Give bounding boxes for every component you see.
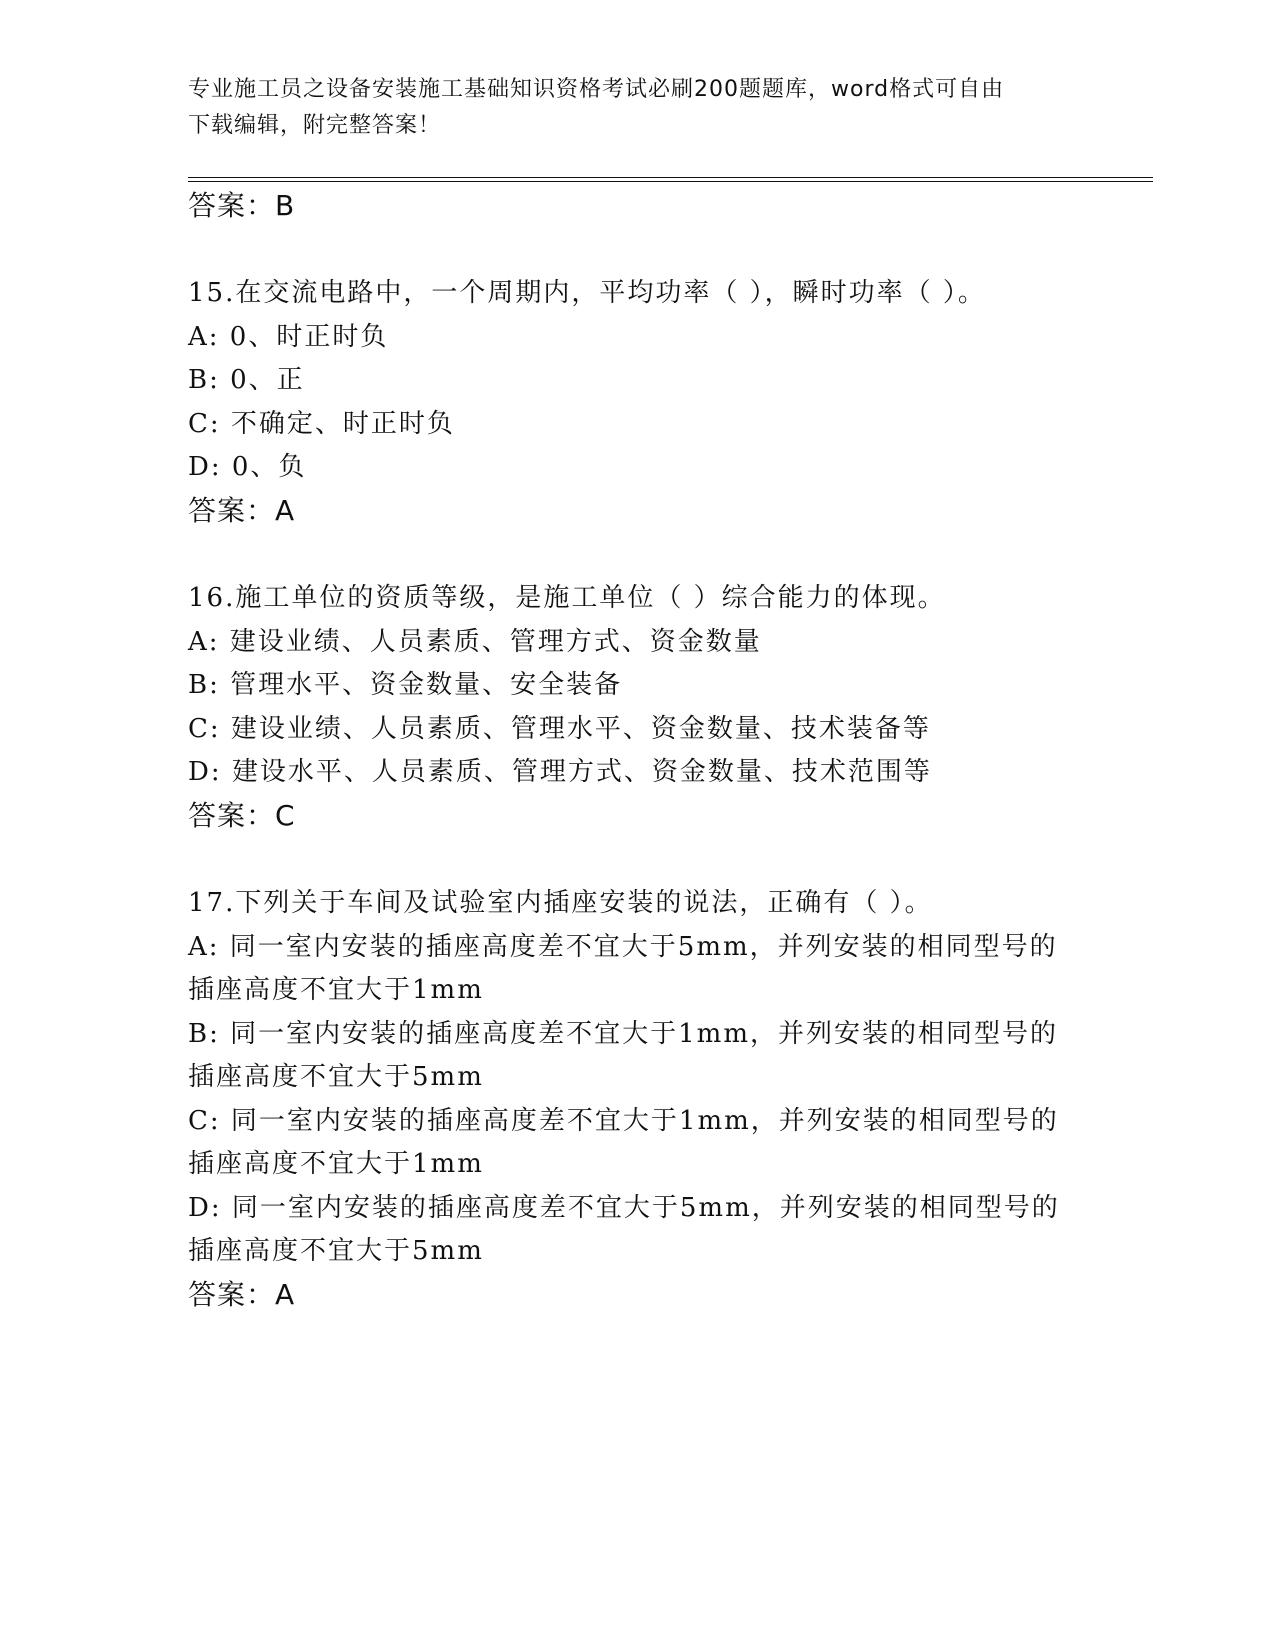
question-16-option-a: A: 建设业绩、人员素质、管理方式、资金数量 (188, 627, 762, 657)
question-17-option-b-line1: B: 同一室内安装的插座高度差不宜大于1mm，并列安装的相同型号的 (188, 1019, 1058, 1049)
question-15-option-a: A: 0、时正时负 (188, 322, 389, 352)
header-rule-bottom (188, 181, 1153, 182)
question-17-answer: 答案：A (188, 1278, 296, 1311)
question-16-stem: 16.施工单位的资质等级，是施工单位（ ）综合能力的体现。 (188, 583, 946, 613)
header-rule-top (188, 177, 1153, 178)
question-16-option-c: C: 建设业绩、人员素质、管理水平、资金数量、技术装备等 (188, 714, 931, 744)
question-15-option-c: C: 不确定、时正时负 (188, 409, 455, 439)
question-16-answer: 答案：C (188, 799, 296, 832)
question-16-option-b: B: 管理水平、资金数量、安全装备 (188, 670, 623, 700)
question-16-option-d: D: 建设水平、人员素质、管理方式、资金数量、技术范围等 (188, 757, 932, 787)
question-15-option-d: D: 0、负 (188, 452, 307, 482)
previous-answer: 答案：B (188, 189, 296, 222)
page-header (188, 72, 1068, 144)
question-15-answer: 答案：A (188, 494, 296, 527)
question-17-option-a-line1: A: 同一室内安装的插座高度差不宜大于5mm，并列安装的相同型号的 (188, 932, 1058, 962)
header-line-2: 下载编辑，附完整答案！ (188, 113, 442, 138)
question-17-stem: 17.下列关于车间及试验室内插座安装的说法，正确有（ ）。 (188, 888, 933, 918)
question-17-option-b-line2: 插座高度不宜大于5mm (188, 1062, 484, 1092)
question-15-option-b: B: 0、正 (188, 365, 305, 395)
question-17-option-c-line2: 插座高度不宜大于1mm (188, 1149, 484, 1179)
question-17-option-c-line1: C: 同一室内安装的插座高度差不宜大于1mm，并列安装的相同型号的 (188, 1106, 1059, 1136)
question-15-stem: 15.在交流电路中，一个周期内，平均功率（ ），瞬时功率（ ）。 (188, 278, 986, 308)
question-17-option-a-line2: 插座高度不宜大于1mm (188, 975, 484, 1005)
question-17-option-d-line1: D: 同一室内安装的插座高度差不宜大于5mm，并列安装的相同型号的 (188, 1193, 1060, 1223)
header-line-1: 专业施工员之设备安装施工基础知识资格考试必刷200题题库，word格式可自由 (188, 77, 1005, 102)
question-17-option-d-line2: 插座高度不宜大于5mm (188, 1236, 484, 1266)
